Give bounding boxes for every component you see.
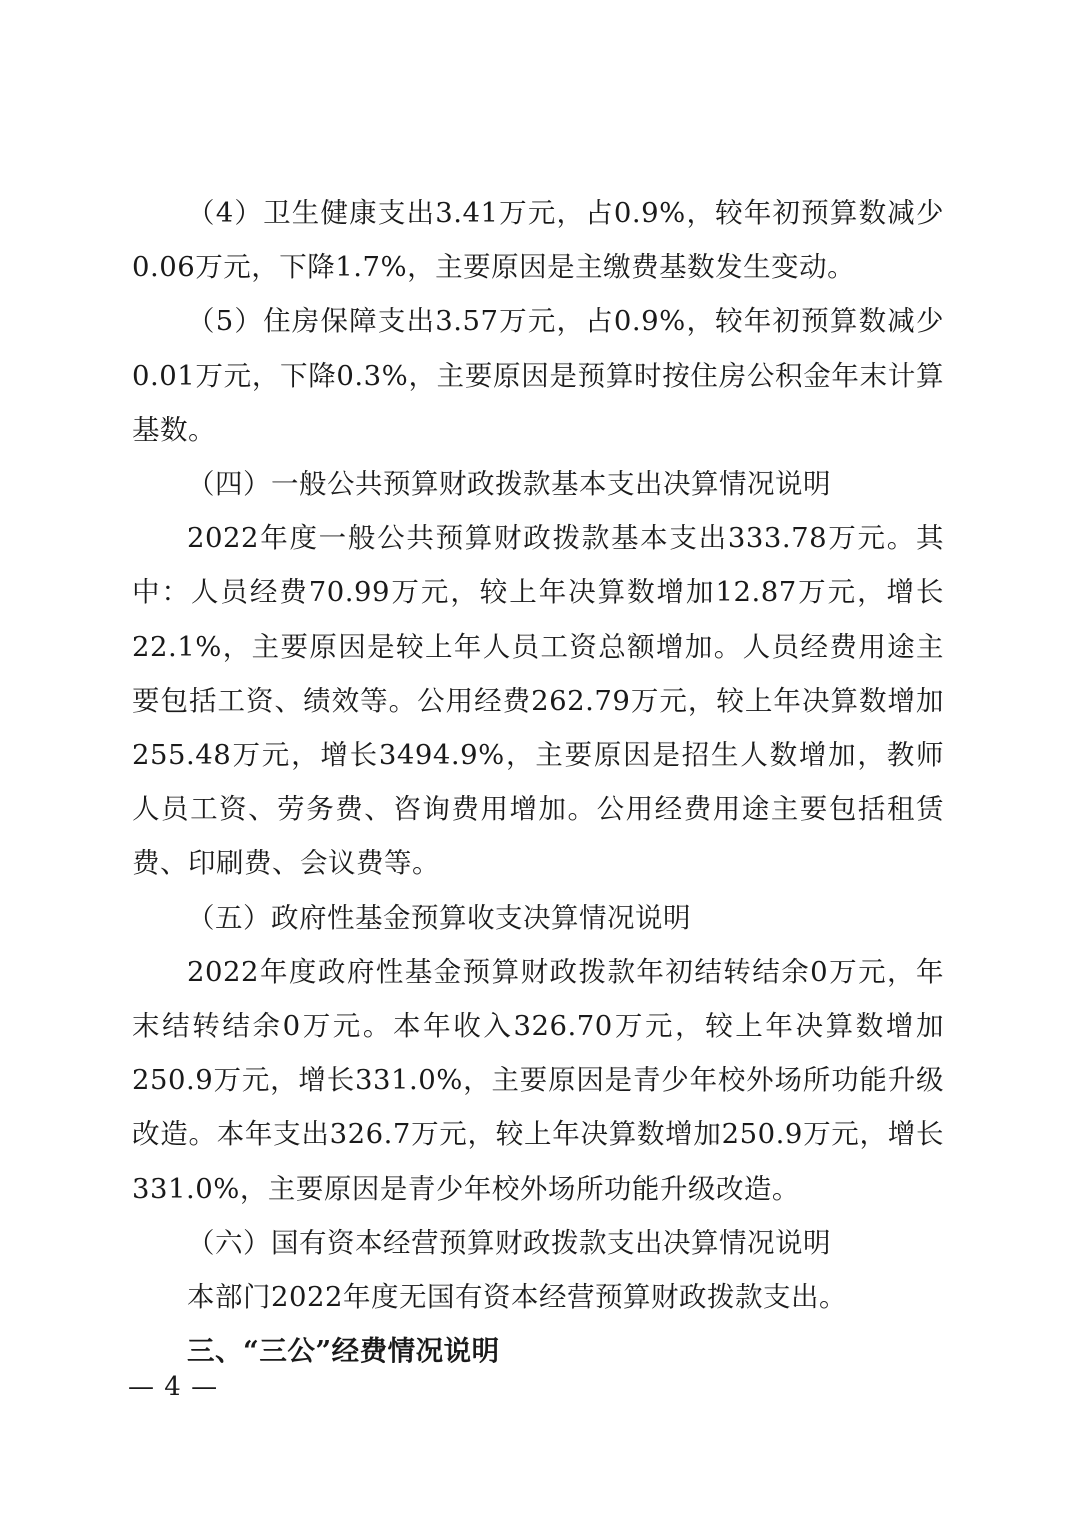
para-state-capital: 本部门2022年度无国有资本经营预算财政拨款支出。 (187, 1281, 847, 1314)
para-basic-expense: 2022年度一般公共预算财政拨款基本支出333.78万元。其中：人员经费70.99万元，较上年决算数增加12.87万元，增长22.1%，主要原因是较上年人员工资总额增加。人员经费用途主要包括工资、绩效等。公用经费262.79万元，较上年决算数增加255.48万元，增长3494.9%，主要原因是招生人数增加，教师人员工资、劳务费、咨询费用增加。公用经费用途主要包括租赁费、印刷费、会议费等。 (132, 522, 944, 880)
heading-section-4: （四）一般公共预算财政拨款基本支出决算情况说明 (187, 468, 831, 501)
heading-section-5: （五）政府性基金预算收支决算情况说明 (187, 901, 691, 934)
document-body (132, 186, 944, 1378)
para-housing-expense: （5）住房保障支出3.57万元，占0.9%，较年初预算数减少0.01万元，下降0.3%，主要原因是预算时按住房公积金年末计算基数。 (132, 305, 944, 446)
page-number: — 4 — (128, 1372, 219, 1402)
heading-section-6: （六）国有资本经营预算财政拨款支出决算情况说明 (187, 1226, 831, 1259)
para-government-fund: 2022年度政府性基金预算财政拨款年初结转结余0万元，年末结转结余0万元。本年收入326.70万元，较上年决算数增加250.9万元，增长331.0%，主要原因是青少年校外场所功能升级改造。本年支出326.7万元，较上年决算数增加250.9万元，增长331.0%，主要原因是青少年校外场所功能升级改造。 (132, 955, 944, 1205)
heading-part-3: 三、“三公”经费情况说明 (187, 1335, 500, 1368)
para-health-expense: （4）卫生健康支出3.41万元，占0.9%，较年初预算数减少0.06万元，下降1.7%，主要原因是主缴费基数发生变动。 (132, 197, 944, 284)
